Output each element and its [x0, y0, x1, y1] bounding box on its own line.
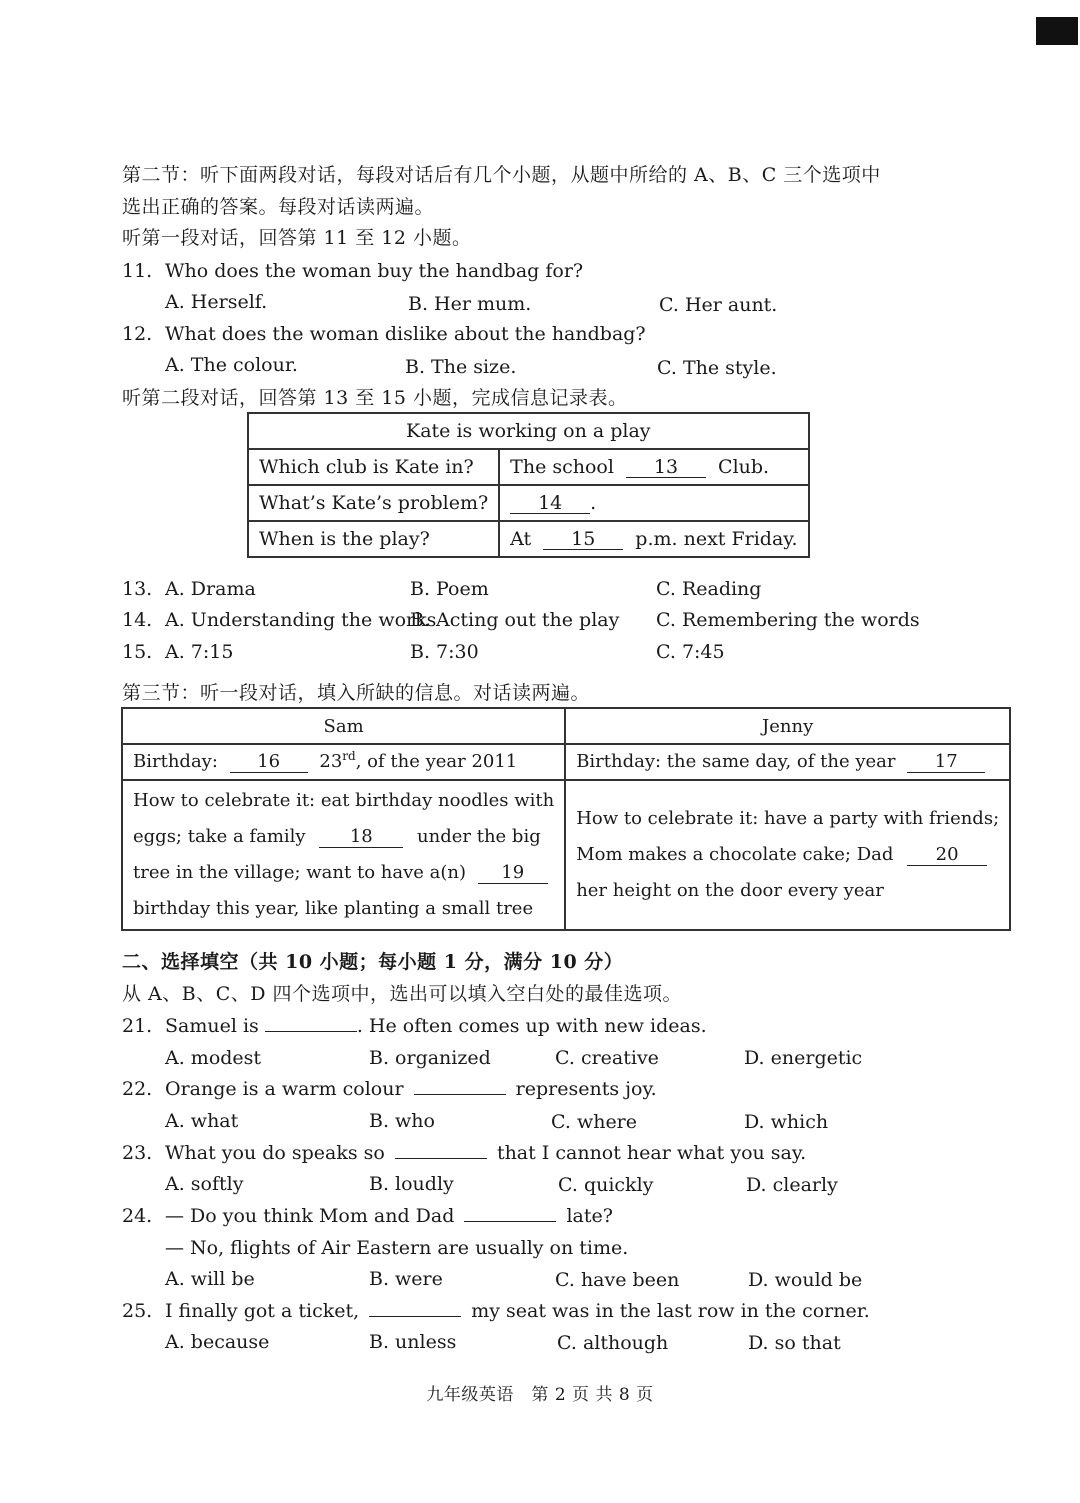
q24-stem-prefix: — Do you think Mom and Dad [165, 1205, 455, 1227]
q12-text: What does the woman dislike about the handbag? [165, 323, 646, 345]
page-footer: 九年级英语 第 2 页 共 8 页 [426, 1385, 654, 1405]
kate-row2-suffix: . [590, 492, 597, 514]
q24-option-d: D. would be [748, 1269, 863, 1291]
q13-option-c: C. Reading [656, 578, 762, 600]
q12-option-c: C. The style. [657, 357, 777, 379]
sam-celebration-cell [122, 780, 565, 930]
q21-option-a: A. modest [165, 1047, 262, 1069]
q21-option-d: D. energetic [744, 1047, 863, 1069]
q22-number: 22. [122, 1078, 153, 1100]
jenny-line2-prefix: Mom makes a chocolate cake; Dad [576, 844, 894, 865]
jenny-celebration-line2 [576, 837, 999, 873]
blank-21[interactable] [265, 1031, 357, 1032]
jenny-header: Jenny [565, 708, 1010, 744]
q22-option-d: D. which [744, 1111, 829, 1133]
kate-row3-prefix: At [510, 528, 532, 550]
q22-stem-prefix: Orange is a warm colour [165, 1078, 404, 1100]
q13-number: 13. [122, 578, 153, 600]
q25-number: 25. [122, 1300, 153, 1322]
q24-option-c: C. have been [555, 1269, 680, 1291]
q15-option-c: C. 7:45 [656, 641, 725, 663]
sam-birthday-label: Birthday: [133, 751, 218, 772]
blank-19[interactable]: 19 [478, 863, 548, 884]
q24-stem [165, 1204, 613, 1228]
kate-row2-question: What’s Kate’s problem? [248, 485, 499, 521]
blank-20[interactable]: 20 [907, 845, 987, 866]
part2-heading: 二、选择填空（共 10 小题；每小题 1 分，满分 10 分） [122, 951, 624, 973]
sam-line2-suffix: under the big [417, 826, 541, 847]
q24-option-a: A. will be [165, 1268, 255, 1290]
kate-row3-question: When is the play? [248, 521, 499, 557]
sam-line3-prefix: tree in the village; want to have a(n) [133, 862, 466, 883]
kate-table-title: Kate is working on a play [248, 413, 809, 449]
q25-stem [165, 1299, 870, 1323]
q21-stem-prefix: Samuel is [165, 1015, 259, 1037]
q15-option-a: A. 7:15 [165, 641, 234, 663]
q11-option-c: C. Her aunt. [659, 294, 778, 316]
q21-number: 21. [122, 1015, 153, 1037]
blank-16[interactable]: 16 [230, 752, 308, 773]
q22-option-b: B. who [369, 1110, 435, 1132]
jenny-celebration-cell [565, 780, 1010, 930]
kate-row2-answer [499, 485, 808, 521]
kate-row1-question: Which club is Kate in? [248, 449, 499, 485]
blank-13[interactable]: 13 [626, 457, 706, 478]
q13-option-b: B. Poem [410, 578, 489, 600]
kate-row1-answer [499, 449, 808, 485]
q11-option-a: A. Herself. [165, 291, 268, 313]
sam-celebration-line4: birthday this year, like planting a small tree [133, 898, 534, 919]
sam-line2-prefix: eggs; take a family [133, 826, 306, 847]
q24-reply: — No, flights of Air Eastern are usually on time. [165, 1237, 629, 1259]
q14-number: 14. [122, 609, 153, 631]
q14-option-c: C. Remembering the words [656, 609, 920, 631]
q12-number: 12. [122, 323, 153, 345]
sam-celebration-line2 [133, 819, 554, 855]
q15-number: 15. [122, 641, 153, 663]
blank-18[interactable]: 18 [319, 827, 403, 848]
q23-stem [165, 1141, 806, 1165]
section3-instruction: 第三节：听一段对话，填入所缺的信息。对话读两遍。 [122, 682, 591, 704]
part2-instruction: 从 A、B、C、D 四个选项中，选出可以填入空白处的最佳选项。 [122, 983, 683, 1005]
q22-option-a: A. what [165, 1110, 239, 1132]
q11-number: 11. [122, 260, 153, 282]
jenny-celebration-line1: How to celebrate it: have a party with friends; [576, 808, 1000, 829]
blank-14[interactable]: 14 [510, 493, 590, 514]
section2-instruction-line1: 第二节：听下面两段对话，每段对话后有几个小题，从题中所给的 A、B、C 三个选项中 [122, 164, 881, 186]
q14-option-a: A. Understanding the works [165, 609, 437, 631]
q23-stem-prefix: What you do speaks so [165, 1142, 385, 1164]
sam-celebration-line1: How to celebrate it: eat birthday noodles with [133, 790, 555, 811]
dialog2-intro: 听第二段对话，回答第 13 至 15 小题，完成信息记录表。 [122, 387, 628, 409]
blank-15[interactable]: 15 [543, 529, 623, 550]
birthday-info-table [121, 707, 1011, 931]
sam-birthday-cell [122, 744, 565, 780]
blank-25[interactable] [369, 1316, 461, 1317]
q25-option-d: D. so that [748, 1332, 841, 1354]
q25-stem-prefix: I finally got a ticket, [165, 1300, 360, 1322]
q14-option-b: B. Acting out the play [410, 609, 620, 631]
q24-stem-suffix: late? [566, 1205, 613, 1227]
q23-option-d: D. clearly [746, 1174, 838, 1196]
q22-stem-suffix: represents joy. [515, 1078, 657, 1100]
q11-text: Who does the woman buy the handbag for? [165, 260, 584, 282]
sam-birthday-suffix: rd [342, 749, 356, 763]
q12-option-a: A. The colour. [165, 354, 298, 376]
q23-option-c: C. quickly [558, 1174, 654, 1196]
q25-stem-suffix: my seat was in the last row in the corner. [471, 1300, 870, 1322]
jenny-birthday-cell [565, 744, 1010, 780]
q11-option-b: B. Her mum. [408, 293, 532, 315]
q21-stem-suffix: . He often comes up with new ideas. [356, 1015, 707, 1037]
q23-option-a: A. softly [165, 1173, 244, 1195]
q23-stem-suffix: that I cannot hear what you say. [496, 1142, 807, 1164]
blank-17[interactable]: 17 [907, 752, 985, 773]
q22-stem [165, 1077, 657, 1101]
dialog1-intro: 听第一段对话，回答第 11 至 12 小题。 [122, 227, 472, 249]
blank-23[interactable] [395, 1158, 487, 1159]
sam-birthday-day: 23 [319, 751, 343, 772]
q25-option-c: C. although [557, 1332, 669, 1354]
q13-option-a: A. Drama [165, 578, 256, 600]
q24-number: 24. [122, 1205, 153, 1227]
kate-info-table [247, 412, 810, 558]
q22-option-c: C. where [551, 1111, 638, 1133]
jenny-celebration-line3: her height on the door every year [576, 880, 884, 901]
q21-option-c: C. creative [555, 1047, 659, 1069]
section2-instruction-line2: 选出正确的答案。每段对话读两遍。 [122, 196, 435, 218]
q23-option-b: B. loudly [369, 1173, 454, 1195]
sam-header: Sam [122, 708, 565, 744]
kate-row3-suffix: p.m. next Friday. [635, 528, 798, 550]
scan-corner-mark [1036, 17, 1078, 45]
q25-option-b: B. unless [369, 1331, 457, 1353]
q24-option-b: B. were [369, 1268, 443, 1290]
jenny-birthday-text: Birthday: the same day, of the year [576, 751, 896, 772]
kate-row3-answer [499, 521, 808, 557]
q23-number: 23. [122, 1142, 153, 1164]
q21-option-b: B. organized [369, 1047, 491, 1069]
sam-celebration-line3 [133, 855, 554, 891]
blank-22[interactable] [414, 1094, 506, 1095]
kate-row1-prefix: The school [510, 456, 614, 478]
kate-row1-suffix: Club. [718, 456, 770, 478]
blank-24[interactable] [464, 1221, 556, 1222]
q15-option-b: B. 7:30 [410, 641, 479, 663]
q25-option-a: A. because [165, 1331, 270, 1353]
sam-birthday-year: , of the year 2011 [355, 751, 518, 772]
q21-stem [165, 1014, 707, 1038]
q12-option-b: B. The size. [405, 356, 517, 378]
